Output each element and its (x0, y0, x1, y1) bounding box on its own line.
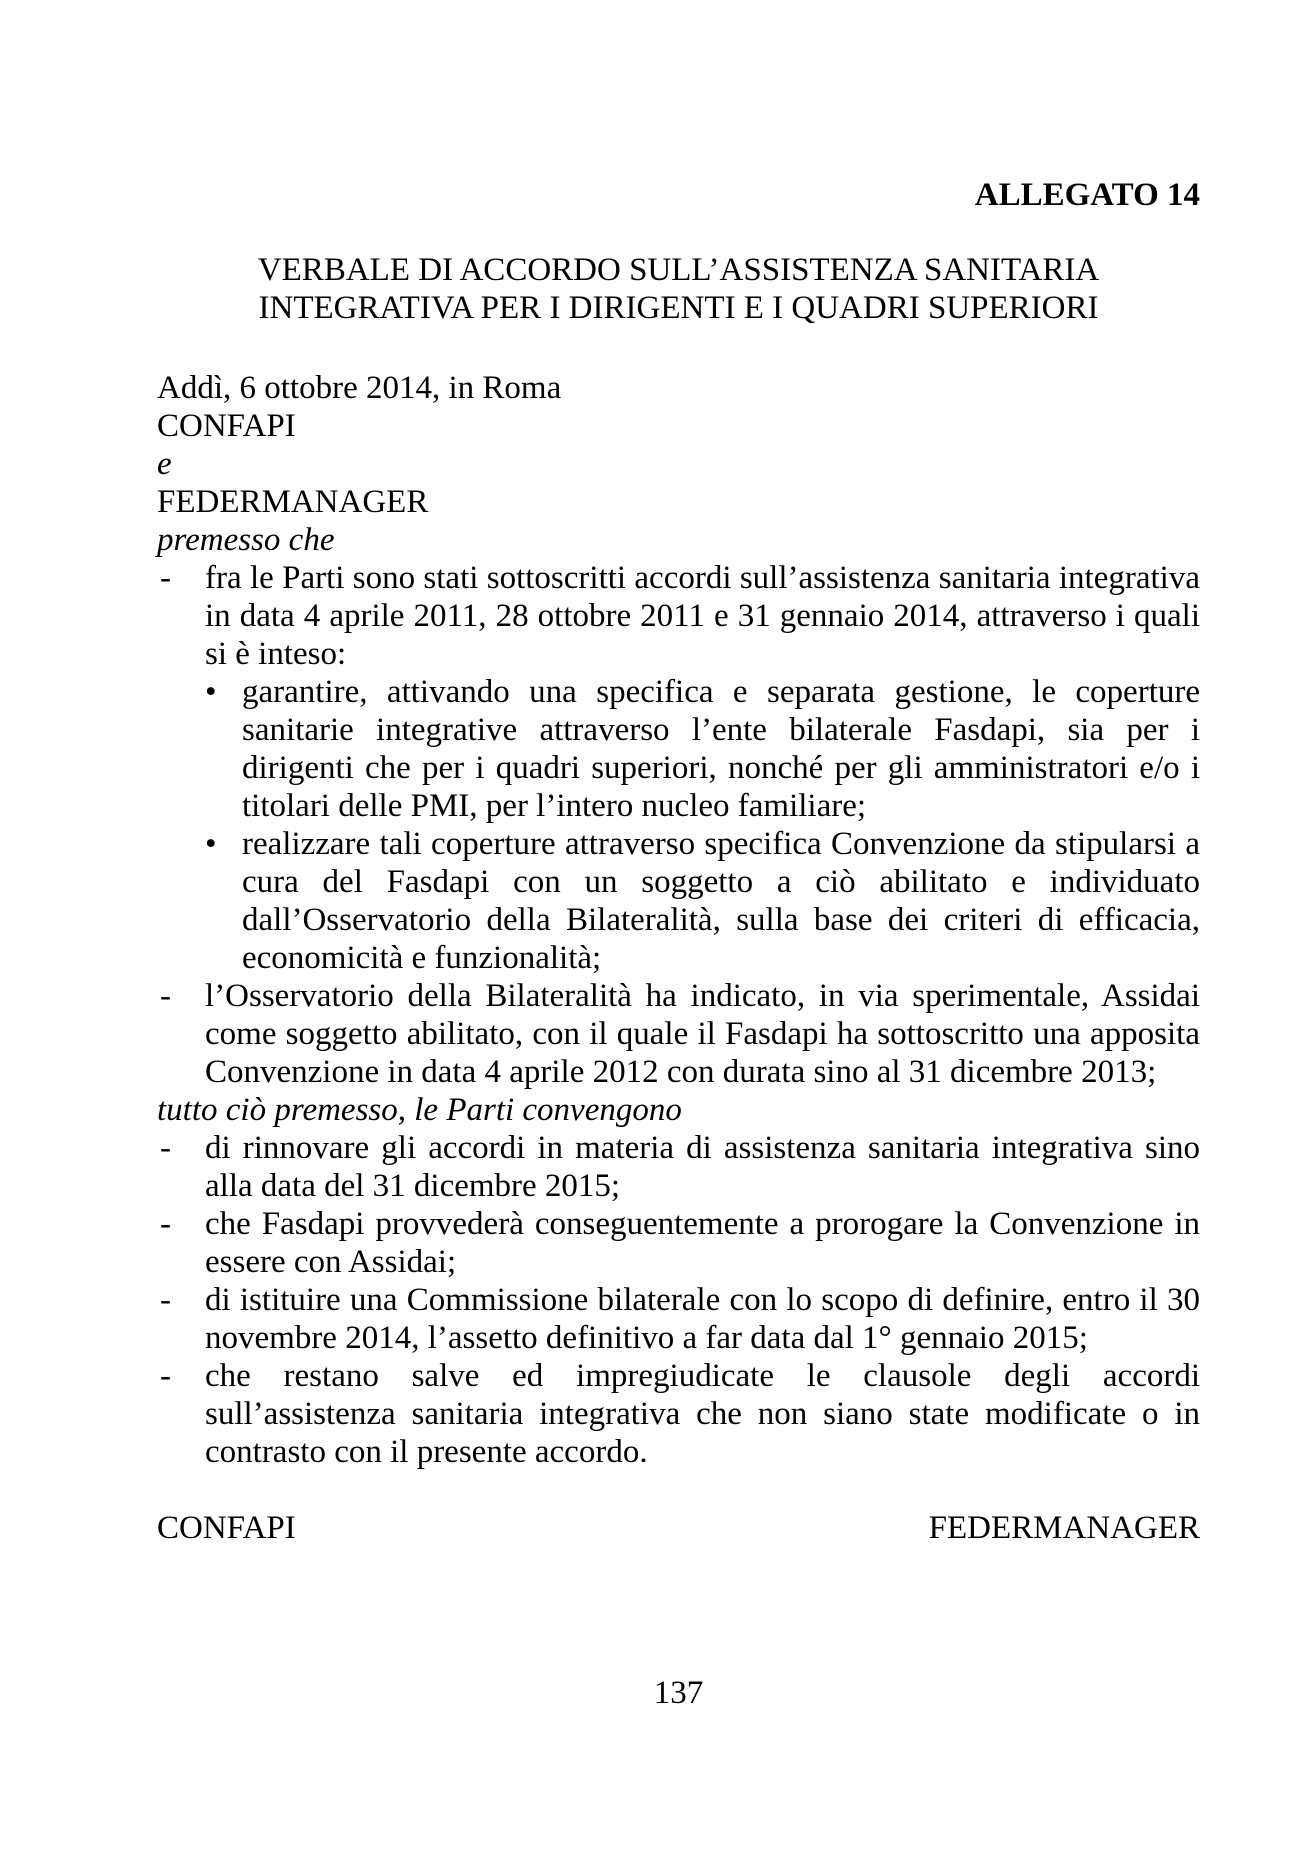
dash-marker: - (160, 1206, 171, 1242)
agreement-item-4-text: che restano salve ed impregiudicate le clausole degli accordi sull’assistenza sanitaria integrativa che non siano state modificate o in contrasto con il presente accordo. (205, 1358, 1200, 1470)
signature-left: CONFAPI (157, 1510, 296, 1546)
dash-marker: - (160, 978, 171, 1014)
premise-subitem-1 (157, 673, 1200, 825)
party-first: CONFAPI (157, 408, 296, 444)
premise-item-1-text: fra le Parti sono stati sottoscritti accordi sull’assistenza sanitaria integrativa in data 4 aprile 2011, 28 ottobre 2011 e 31 gennaio 2014, attraverso i quali si è inteso: (205, 560, 1200, 672)
party-second: FEDERMANAGER (157, 484, 429, 520)
page-number: 137 (653, 1675, 704, 1711)
agreement-heading: tutto ciò premesso, le Parti convengono (157, 1092, 682, 1128)
premise-list (157, 559, 1200, 1091)
title-line-1: VERBALE DI ACCORDO SULL’ASSISTENZA SANITARIA (257, 252, 1100, 288)
dash-marker: - (160, 1282, 171, 1318)
premise-item-2-text: l’Osservatorio della Bilateralità ha indicato, in via sperimentale, Assidai come soggetto abilitato, con il quale il Fasdapi ha sottoscritto una apposita Convenzione in data 4 aprile 2012 con durata sino al 31 dicembre 2013; (205, 978, 1200, 1090)
premise-subitem-2 (157, 825, 1200, 977)
agreement-item-2 (157, 1205, 1200, 1281)
signature-right: FEDERMANAGER (928, 1510, 1200, 1546)
agreement-item-4 (157, 1357, 1200, 1471)
title-line-2: INTEGRATIVA PER I DIRIGENTI E I QUADRI SUPERIORI (258, 290, 1099, 326)
agreement-list (157, 1129, 1200, 1471)
dash-marker: - (160, 560, 171, 596)
dateline: Addì, 6 ottobre 2014, in Roma (157, 370, 562, 406)
agreement-item-1-text: di rinnovare gli accordi in materia di assistenza sanitaria integrativa sino alla data del 31 dicembre 2015; (205, 1130, 1200, 1204)
premise-subitem-2-text: realizzare tali coperture attraverso specifica Convenzione da stipularsi a cura del Fasdapi con un soggetto a ciò abilitato e individuato dall’Osservatorio della Bilateralità, sulla base dei criteri di efficacia, economicità e funzionalità; (242, 826, 1200, 976)
agreement-item-2-text: che Fasdapi provvederà conseguentemente a prorogare la Convenzione in essere con Assidai; (205, 1206, 1200, 1280)
annex-label: ALLEGATO 14 (974, 177, 1200, 213)
dash-marker: - (160, 1130, 171, 1166)
bullet-marker: • (205, 826, 217, 862)
agreement-item-3 (157, 1281, 1200, 1357)
signature-row (157, 1509, 1200, 1547)
bullet-marker: • (205, 674, 217, 710)
agreement-item-3-text: di istituire una Commissione bilaterale con lo scopo di definire, entro il 30 novembre 2014, l’assetto definitivo a far data dal 1° gennaio 2015; (205, 1282, 1200, 1356)
dash-marker: - (160, 1358, 171, 1394)
document-title (157, 251, 1200, 327)
conjunction: e (157, 446, 172, 482)
agreement-item-1 (157, 1129, 1200, 1205)
premise-item-1 (157, 559, 1200, 673)
opening-block (157, 369, 1200, 559)
premise-item-2 (157, 977, 1200, 1091)
premise-heading: premesso che (157, 522, 335, 558)
premise-subitem-1-text: garantire, attivando una specifica e separata gestione, le coperture sanitarie integrative attraverso l’ente bilaterale Fasdapi, sia per i dirigenti che per i quadri superiori, nonché per gli amministratori e/o i titolari delle PMI, per l’intero nucleo familiare; (242, 674, 1200, 824)
